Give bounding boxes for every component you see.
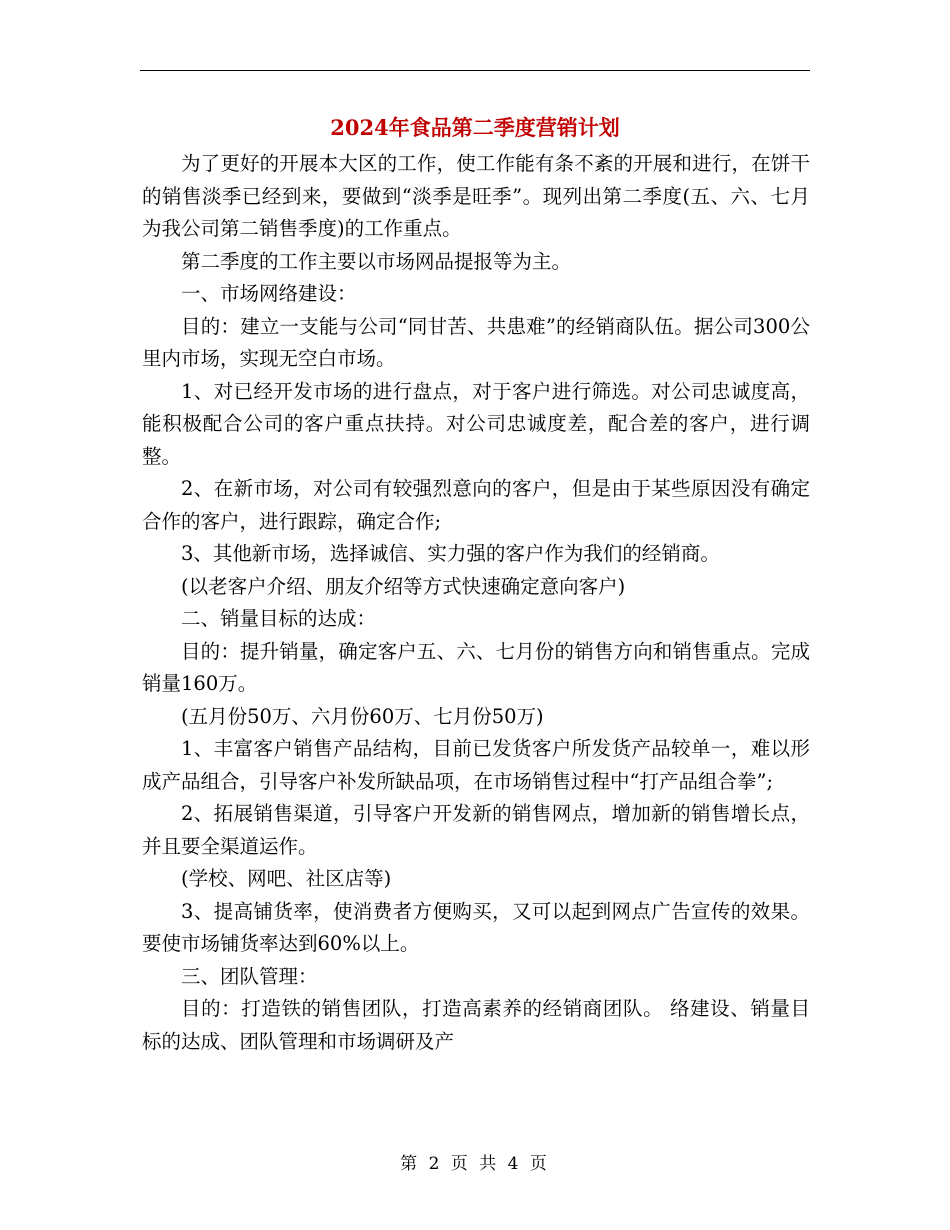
page-footer: 第 2 页 共 4 页 xyxy=(400,1154,550,1174)
section-heading-market-network: 一、市场网络建设： xyxy=(181,282,357,305)
section-heading-sales-target: 二、销量目标的达成： xyxy=(181,607,377,630)
header-rule xyxy=(140,70,810,71)
list-item: 2、拓展销售渠道，引导客户开发新的销售网点，增加新的销售增长点，并且要全渠道运作。 xyxy=(142,802,810,858)
list-item: 1、丰富客户销售产品结构，目前已发货客户所发货产品较单一，难以形成产品组合，引导客户补发所缺品项，在市场销售过程中“打产品组合拳”; xyxy=(142,737,810,793)
paragraph-goal-1: 目的：建立一支能与公司“同甘苦、共患难”的经销商队伍。据公司300公里内市场，实现无空白市场。 xyxy=(142,314,810,370)
list-item: 1、对已经开发市场的进行盘点，对于客户进行筛选。对公司忠诚度高，能积极配合公司的客户重点扶持。对公司忠诚度差，配合差的客户，进行调整。 xyxy=(142,379,810,468)
paragraph-goal-2: 目的：提升销量，确定客户五、六、七月份的销售方向和销售重点。完成销量160万。 xyxy=(142,639,810,695)
list-item: 2、在新市场，对公司有较强烈意向的客户，但是由于某些原因没有确定合作的客户，进行跟踪，确定合作; xyxy=(142,477,810,533)
document-body xyxy=(142,148,810,1058)
list-item: 3、提高铺货率，使消费者方便购买，又可以起到网点广告宣传的效果。要使市场铺货率达到60%以上。 xyxy=(142,899,810,955)
paragraph-note: (学校、网吧、社区店等) xyxy=(181,867,392,890)
list-item: 3、其他新市场，选择诚信、实力强的客户作为我们的经销商。 xyxy=(181,542,720,565)
paragraph-note: (五月份50万、六月份60万、七月份50万) xyxy=(181,704,544,728)
section-heading-team-management: 三、团队管理： xyxy=(181,964,318,988)
paragraph-note: (以老客户介绍、朋友介绍等方式快速确定意向客户) xyxy=(181,574,626,598)
paragraph-goal-3: 目的：打造铁的销售团队，打造高素养的经销商团队。 络建设、销量目标的达成、团队管理和市场调研及产 xyxy=(142,997,810,1053)
document-title: 2024年食品第二季度营销计划 xyxy=(330,115,620,140)
paragraph-intro: 为了更好的开展本大区的工作，使工作能有条不紊的开展和进行，在饼干的销售淡季已经到来，要做到“淡季是旺季”。现列出第二季度(五、六、七月为我公司第二销售季度)的工作重点。 xyxy=(142,152,810,240)
paragraph-focus: 第二季度的工作主要以市场网品提报等为主。 xyxy=(181,249,572,273)
